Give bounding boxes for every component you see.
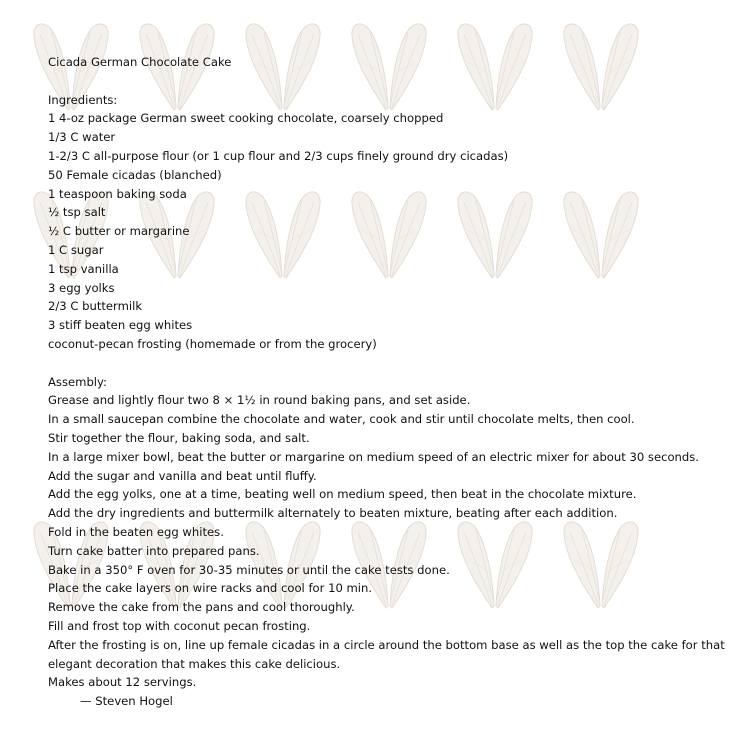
assembly-step: In a small saucepan combine the chocolate and water, cook and stir until chocolate melts, then cool. xyxy=(48,412,635,427)
spacer xyxy=(48,354,738,373)
ingredient-item: 1 C sugar xyxy=(48,242,104,257)
ingredient-item: 3 stiff beaten egg whites xyxy=(48,318,193,333)
ingredient-item: 1-2/3 C all-purpose flour (or 1 cup flour and 2/3 cups finely ground dry cicadas) xyxy=(48,148,509,163)
spacer xyxy=(48,72,738,91)
servings-note: Makes about 12 servings. xyxy=(48,675,197,690)
recipe-title: Cicada German Chocolate Cake xyxy=(48,55,232,69)
ingredient-item: 1/3 C water xyxy=(48,130,116,145)
assembly-step: Bake in a 350° F oven for 30-35 minutes or until the cake tests done. xyxy=(48,562,450,577)
assembly-step: Add the egg yolks, one at a time, beating well on medium speed, then beat in the chocolate mixture. xyxy=(48,487,637,502)
recipe-document xyxy=(48,53,738,711)
assembly-step: Grease and lightly flour two 8 × 1½ in round baking pans, and set aside. xyxy=(48,393,471,408)
ingredient-item: 1 4-oz package German sweet cooking chocolate, coarsely chopped xyxy=(48,111,444,126)
assembly-step: Fold in the beaten egg whites. xyxy=(48,524,224,539)
assembly-heading: Assembly: xyxy=(48,374,107,389)
assembly-step: In a large mixer bowl, beat the butter or margarine on medium speed of an electric mixer for about 30 seconds. xyxy=(48,449,699,464)
ingredient-item: coconut-pecan frosting (homemade or from the grocery) xyxy=(48,336,377,351)
assembly-step: After the frosting is on, line up female cicadas in a circle around the bottom base as well as the top the cake for that elegant decoration that makes this cake delicious. xyxy=(48,637,725,671)
assembly-step: Fill and frost top with coconut pecan frosting. xyxy=(48,618,311,633)
ingredients-heading: Ingredients: xyxy=(48,92,118,107)
assembly-step: Add the sugar and vanilla and beat until fluffy. xyxy=(48,468,317,483)
ingredient-item: ½ C butter or margarine xyxy=(48,224,190,239)
assembly-step: Stir together the flour, baking soda, and salt. xyxy=(48,430,310,445)
assembly-step: Place the cake layers on wire racks and cool for 10 min. xyxy=(48,581,373,596)
ingredient-item: 3 egg yolks xyxy=(48,280,115,295)
assembly-step: Add the dry ingredients and buttermilk alternately to beaten mixture, beating after each addition. xyxy=(48,506,618,521)
assembly-step: Remove the cake from the pans and cool thoroughly. xyxy=(48,600,355,615)
assembly-step: Turn cake batter into prepared pans. xyxy=(48,543,260,558)
ingredient-item: 1 tsp vanilla xyxy=(48,261,119,276)
ingredient-item: 2/3 C buttermilk xyxy=(48,299,143,314)
ingredient-item: 1 teaspoon baking soda xyxy=(48,186,187,201)
ingredient-item: 50 Female cicadas (blanched) xyxy=(48,167,222,182)
ingredient-item: ½ tsp salt xyxy=(48,205,106,220)
author-signature: — Steven Hogel xyxy=(80,694,173,709)
